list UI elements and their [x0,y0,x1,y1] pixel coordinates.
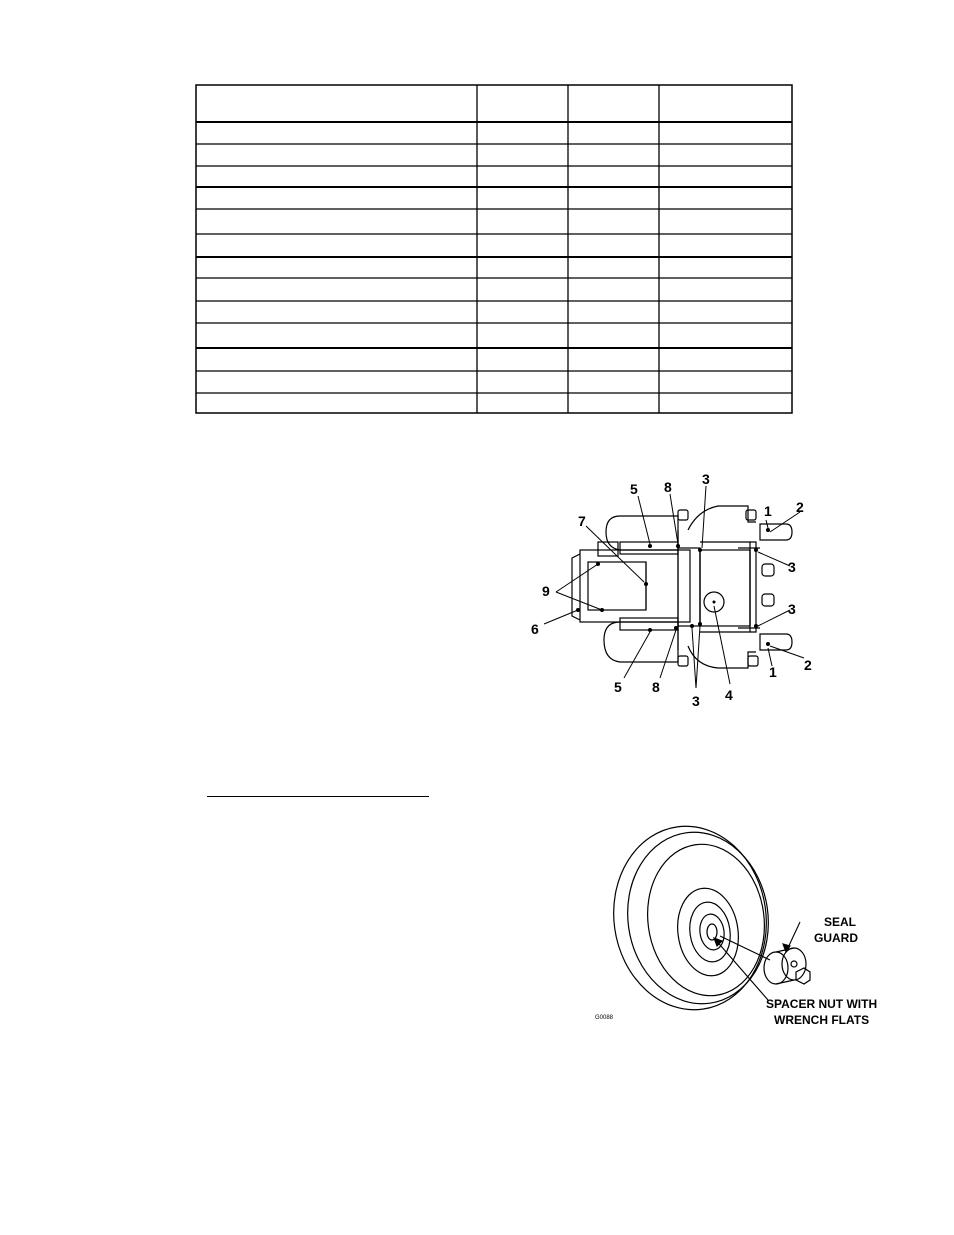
callout-9: 9 [542,583,550,599]
callout-6: 6 [531,621,539,637]
mower-lube-diagram [528,470,828,715]
callout-5-top: 5 [630,481,638,497]
mower-drawing [528,470,828,715]
callout-1-top: 1 [764,503,772,519]
callout-8-bottom: 8 [652,679,660,695]
figure-code: G0088 [595,1015,614,1021]
table-grid-lines [195,84,793,414]
seal-guard-label-line1: SEAL [824,915,857,929]
callout-3-right-lower: 3 [788,601,796,617]
section-heading-underline [207,796,429,797]
callout-3-top: 3 [702,471,710,487]
parts-table [195,84,793,414]
callout-3-bottom: 3 [692,693,700,709]
spacer-nut-label-line2: WRENCH FLATS [774,1013,870,1027]
caster-wheel-diagram [590,820,900,1040]
callout-3-right-upper: 3 [788,559,796,575]
callout-2-bottom: 2 [804,657,812,673]
callout-8-top: 8 [664,479,672,495]
spacer-nut-label-line1: SPACER NUT WITH [766,997,878,1011]
callout-7: 7 [578,513,586,529]
callout-1-bottom: 1 [769,664,777,680]
callout-2-top: 2 [796,499,804,515]
wheel-drawing [590,820,900,1040]
seal-guard-label-line2: GUARD [814,931,858,945]
callout-4: 4 [725,687,733,703]
callout-5-bottom: 5 [614,679,622,695]
